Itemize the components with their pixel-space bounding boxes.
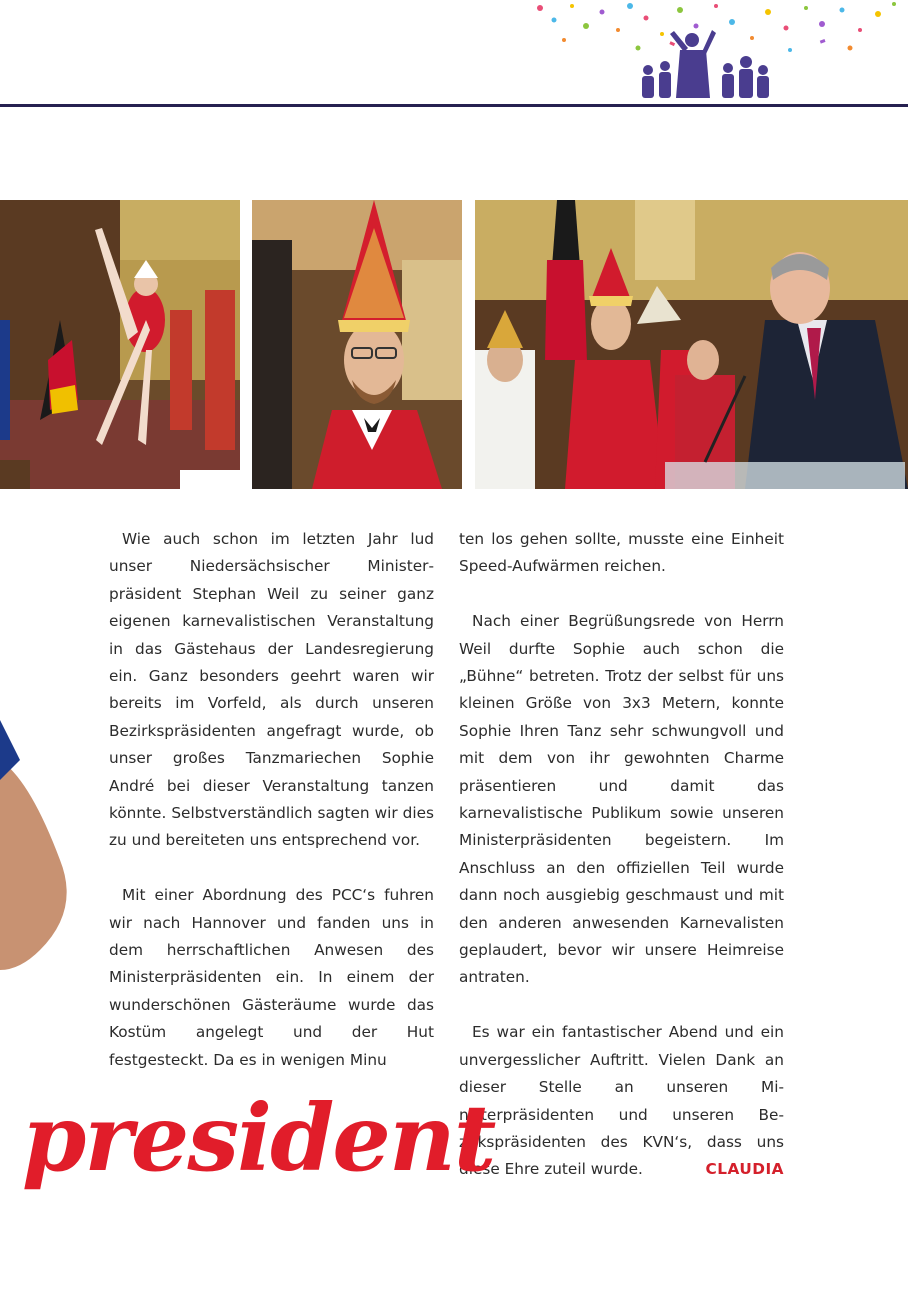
article-closing-text: Es war ein fantastischer Abend und ein unvergesslicher Auftritt. Vielen Dank an dieser Stelle an unseren Ministerpräsidenten und unseren Bezirkspräsidenten des KVN‘s, dass uns diese Ehre zuteil wurde.: [459, 1023, 784, 1179]
portrait-photo: [252, 200, 462, 489]
article-paragraph: [459, 1019, 784, 1183]
dancer-leg-decoration: [0, 720, 80, 980]
article-paragraph: Wie auch schon im letzten Jahr lud unser Niedersächsischer Ministerpräsident Stephan Weil zu seiner ganz eigenen karnevalistischen Veranstaltung in das Gästehaus der Landesregierung ein. Ganz besonders geehrt waren wir bereits im Vorfeld, als durch unseren Bezirkspräsidenten angefragt wurde, ob unser großes Tanzmariechen Sophie André bei dieser Veranstaltung tanzen könnte. Selbstverständlich sagten wir dies zu und bereiteten uns entsprechend vor.: [109, 530, 434, 850]
header-rule: [0, 104, 908, 107]
dancer-photo: [0, 200, 240, 489]
carnival-confetti-silhouette-icon: [520, 0, 908, 104]
article-paragraph: ten los gehen sollte, musste eine Einheit Speed-Aufwärmen reichen.: [459, 530, 784, 576]
headline-word: president: [22, 1084, 495, 1192]
article-paragraph: Nach einer Begrüßungsrede von Herrn Weil durfte Sophie auch schon die „Bühne“ betreten. Trotz der selbst für uns kleinen Größe von 3x3 Metern, konnte Sophie Ihren Tanz sehr schwungvoll und mit dem von ihr gewohnten Charme präsentieren und damit das karnevalistische Publikum sowie unseren Ministerpräsidenten begeistern. Im Anschluss an den offiziellen Teil wurde dann noch ausgiebig geschmaust und mit den anderen anwesenden Karnevalisten geplaudert, bevor wir unsere Heimreise antraten.: [459, 612, 784, 987]
article-paragraph: Mit einer Abordnung des PCC‘s fuhren wir nach Hannover und fanden uns in dem herrschaftlichen Anwesen des Ministerpräsidenten ein. In einem der wunderschönen Gästeräume wurde das Kostüm angelegt und der Hut festgesteckt. Da es in wenigen Minu: [109, 886, 434, 1069]
article-right-column: [459, 526, 784, 1211]
author-name: CLAUDIA: [705, 1160, 784, 1179]
speech-photo: [475, 200, 908, 489]
article-left-column: [109, 526, 434, 1102]
